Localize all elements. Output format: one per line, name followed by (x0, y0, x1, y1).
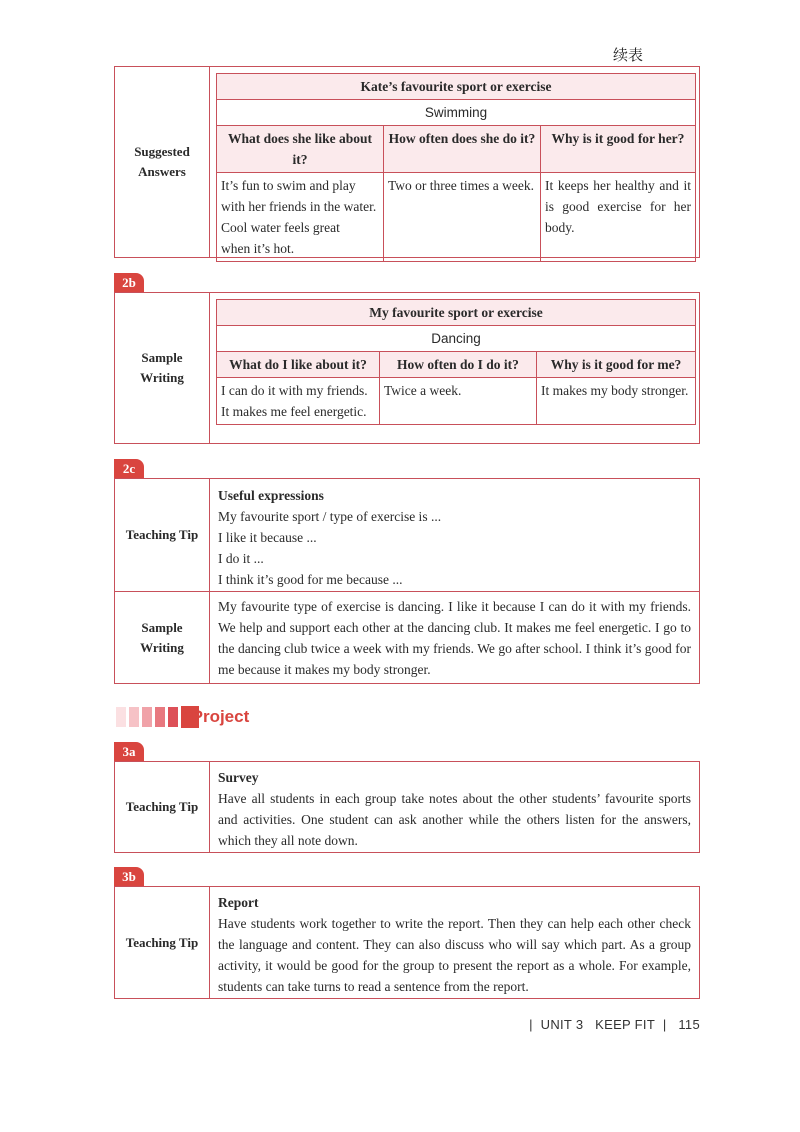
section-tag-2b: 2b (114, 273, 144, 293)
suggested-answers-table (114, 66, 700, 258)
decorative-bar (116, 707, 126, 727)
tip-line: My favourite sport / type of exercise is ... (218, 509, 442, 524)
table-cell: I can do it with my friends. It makes me feel energetic. (217, 378, 380, 425)
my-sport-table (216, 299, 696, 425)
sample-writing-text: My favourite type of exercise is dancing. I like it because I can do it with my friends. We help and support each other at the dancing club. It makes me feel energetic. I go to the dancing club twice a week with my friends. We go after school. I think it’s good for me because it makes my body stronger. (218, 599, 691, 677)
section-tag-3a: 3a (114, 742, 144, 762)
teaching-tip-label: Teaching Tip (115, 762, 210, 852)
project-title: *Project (185, 707, 250, 726)
tip-text: Have students work together to write the report. Then they can help each other check the language and content. They can also discuss who will say which part. As a group activity, it would be good for the group to present the report as a whole. For example, students can take turns to read a sentence from the report. (218, 916, 691, 994)
continued-label: 续表 (613, 46, 644, 64)
column-header: How often do I do it? (380, 352, 537, 378)
tip-line: I do it ... (218, 551, 264, 566)
table-cell: It keeps her healthy and it is good exercise for her body. (541, 173, 696, 262)
separator: | (662, 1017, 667, 1032)
sample-writing-label: Sample Writing (115, 293, 210, 443)
column-header: Why is it good for me? (537, 352, 696, 378)
tip-text: Have all students in each group take notes about the other students’ favourite sports and activities. One student can ask another while the others listen for the answers, which they all note down. (218, 791, 691, 848)
project-heading (116, 706, 249, 728)
teaching-tip-table-3b (114, 886, 700, 999)
tip-line: I think it’s good for me because ... (218, 572, 403, 587)
tip-line: I like it because ... (218, 530, 317, 545)
column-header: How often does she do it? (384, 126, 541, 173)
separator: | (529, 1017, 533, 1032)
decorative-bar (129, 707, 139, 727)
section-tag-2c: 2c (114, 459, 144, 479)
decorative-bar (168, 707, 178, 727)
column-header: What does she like about it? (217, 126, 384, 173)
teaching-tip-label: Teaching Tip (115, 887, 210, 998)
table-cell: Twice a week. (380, 378, 537, 425)
column-header: What do I like about it? (217, 352, 380, 378)
sport-name: Swimming (217, 100, 696, 126)
column-header: Why is it good for her? (541, 126, 696, 173)
page-footer (529, 1017, 700, 1032)
table-cell: Two or three times a week. (384, 173, 541, 262)
tip-title: Survey (218, 770, 259, 785)
kate-sport-table (216, 73, 696, 262)
teaching-tip-table-3a (114, 761, 700, 853)
suggested-answers-label: Suggested Answers (115, 67, 210, 257)
tip-title: Useful expressions (218, 488, 324, 503)
teaching-tip-label: Teaching Tip (115, 479, 210, 591)
sample-writing-label: Sample Writing (115, 592, 210, 683)
table-header: Kate’s favourite sport or exercise (217, 74, 696, 100)
table-header: My favourite sport or exercise (217, 300, 696, 326)
sport-name: Dancing (217, 326, 696, 352)
teaching-tip-table-2c (114, 478, 700, 684)
table-cell: It’s fun to swim and play with her friends in the water. Cool water feels great when it’s hot. (217, 173, 384, 262)
unit-title: KEEP FIT (595, 1017, 656, 1032)
unit-label: UNIT 3 (540, 1017, 584, 1032)
tip-title: Report (218, 895, 259, 910)
decorative-bar (142, 707, 152, 727)
page-number: 115 (678, 1017, 700, 1032)
decorative-bar (155, 707, 165, 727)
table-cell: It makes my body stronger. (537, 378, 696, 425)
sample-writing-table-2b (114, 292, 700, 444)
section-tag-3b: 3b (114, 867, 144, 887)
